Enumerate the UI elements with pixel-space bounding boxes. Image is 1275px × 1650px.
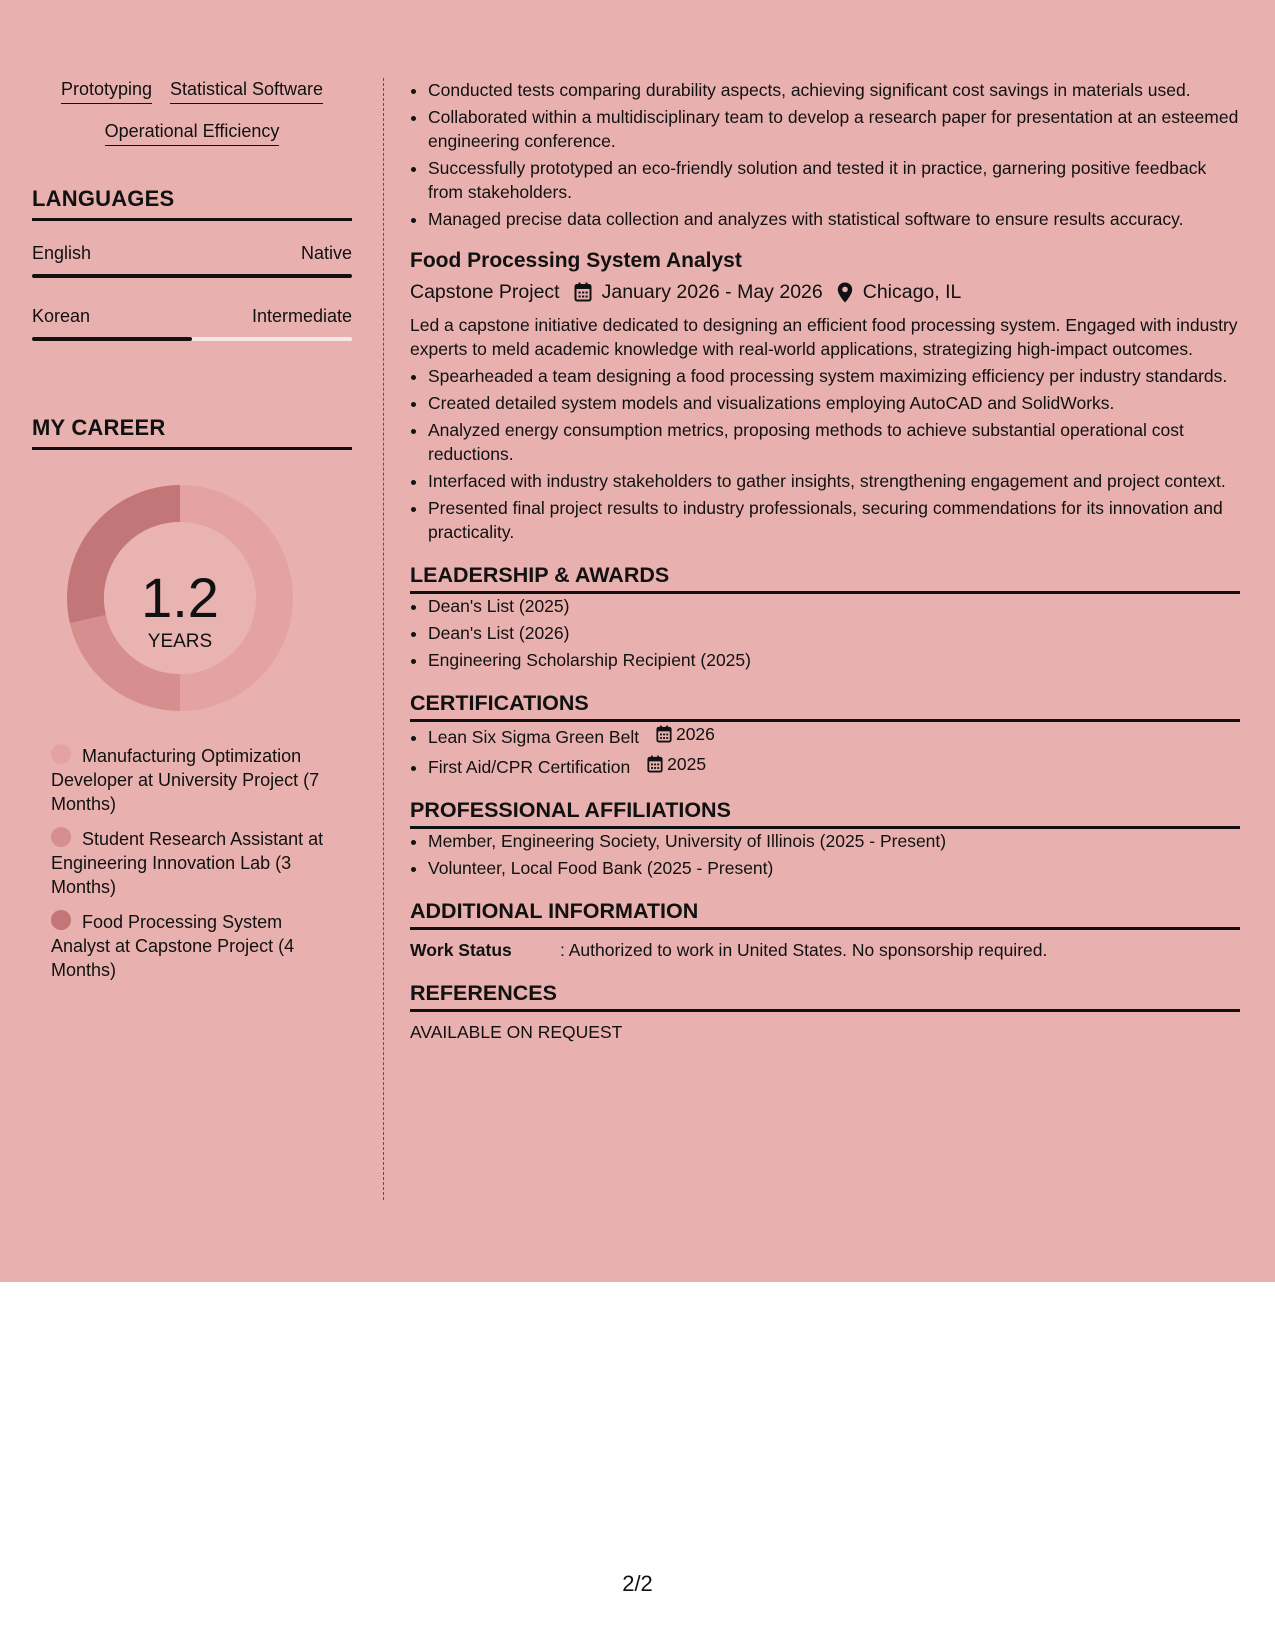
bullet-item: • Created detailed system models and visualizations employing AutoCAD and SolidWorks.	[428, 391, 1240, 415]
career-legend	[32, 744, 341, 982]
award-item: • Dean's List (2025)	[428, 594, 1240, 618]
bullet-item: • Interfaced with industry stakeholders to gather insights, strengthening engagement and project context.	[428, 469, 1240, 493]
language-name: English	[32, 243, 92, 263]
career-donut-chart	[32, 482, 352, 714]
language-bar-fill	[32, 337, 192, 341]
work-status-value: : Authorized to work in United States. No sponsorship required.	[560, 940, 1048, 960]
job-description: Led a capstone initiative dedicated to designing an efficient food processing system. Engaged with industry experts to meld academic knowledge with real-world applications, strategizing high-impact outcomes.	[410, 315, 1238, 359]
job-title: Food Processing System Analyst	[410, 249, 742, 272]
work-status-label: Work Status	[410, 940, 512, 960]
certification-year: 2025	[667, 754, 707, 774]
left-column	[32, 78, 352, 993]
language-name: Korean	[32, 306, 91, 326]
map-pin-icon	[837, 282, 853, 303]
bullet-item: • Collaborated within a multidisciplinary team to develop a research paper for presentation at an esteemed engineering conference.	[428, 105, 1240, 153]
bullet-item: • Analyzed energy consumption metrics, proposing methods to achieve substantial operational cost reductions.	[428, 418, 1240, 466]
job-meta	[410, 279, 1240, 305]
certifications-heading: CERTIFICATIONS	[410, 689, 1240, 722]
awards-heading: LEADERSHIP & AWARDS	[410, 561, 1240, 594]
legend-label: Student Research Assistant at Engineering Innovation Lab (3 Months)	[51, 829, 324, 897]
previous-job-bullets	[410, 78, 1240, 231]
bullet-item: • Managed precise data collection and analyzes with statistical software to ensure results accuracy.	[428, 207, 1240, 231]
award-item: • Engineering Scholarship Recipient (2025)	[428, 648, 1240, 672]
languages-heading: LANGUAGES	[32, 186, 352, 221]
calendar-icon	[647, 755, 667, 773]
affiliation-item: • Volunteer, Local Food Bank (2025 - Present)	[428, 856, 1240, 880]
skill-tag: Statistical Software	[170, 78, 323, 104]
calendar-icon	[656, 725, 676, 743]
certifications-list	[410, 722, 1240, 779]
legend-dot	[51, 827, 71, 847]
column-divider	[383, 78, 384, 1200]
career-heading: MY CAREER	[32, 415, 352, 450]
career-total-value: 1.2	[141, 566, 219, 629]
additional-info-heading: ADDITIONAL INFORMATION	[410, 897, 1240, 930]
certification-item	[428, 752, 1240, 779]
work-status-row	[410, 938, 1240, 962]
page-number: 2/2	[622, 1571, 653, 1596]
legend-dot	[51, 744, 71, 764]
skills-list	[32, 78, 352, 146]
language-bar-fill	[32, 274, 352, 278]
career-legend-item	[51, 744, 341, 816]
career-legend-item	[51, 827, 341, 899]
bullet-item: • Successfully prototyped an eco-friendly solution and tested it in practice, garnering positive feedback from stakeholders.	[428, 156, 1240, 204]
job-company: Capstone Project	[410, 281, 560, 303]
job-location: Chicago, IL	[862, 281, 962, 303]
job-dates: January 2026 - May 2026	[601, 281, 823, 303]
certification-name: First Aid/CPR Certification	[428, 757, 631, 777]
bullet-item: • Conducted tests comparing durability aspects, achieving significant cost savings in materials used.	[428, 78, 1240, 102]
awards-list	[410, 594, 1240, 672]
legend-label: Food Processing System Analyst at Capstone Project (4 Months)	[51, 912, 295, 980]
calendar-icon	[574, 282, 592, 302]
career-legend-item	[51, 910, 341, 982]
certification-year: 2026	[675, 724, 715, 744]
career-total-unit: YEARS	[147, 631, 213, 652]
language-item	[32, 306, 352, 341]
bullet-item: • Spearheaded a team designing a food processing system maximizing efficiency per industry standards.	[428, 364, 1240, 388]
affiliations-list	[410, 829, 1240, 880]
job-bullets	[410, 364, 1240, 544]
legend-label: Manufacturing Optimization Developer at University Project (7 Months)	[51, 746, 320, 814]
legend-dot	[51, 910, 71, 930]
language-bar	[32, 274, 352, 278]
language-level: Native	[300, 243, 352, 263]
language-bar	[32, 337, 352, 341]
award-item: • Dean's List (2026)	[428, 621, 1240, 645]
references-heading: REFERENCES	[410, 979, 1240, 1012]
affiliation-item: • Member, Engineering Society, University of Illinois (2025 - Present)	[428, 829, 1240, 853]
affiliations-heading: PROFESSIONAL AFFILIATIONS	[410, 796, 1240, 829]
language-item	[32, 243, 352, 278]
references-text: AVAILABLE ON REQUEST	[410, 1022, 623, 1042]
skill-tag: Prototyping	[61, 78, 152, 104]
bullet-item: • Presented final project results to industry professionals, securing commendations for its innovation and practicality.	[428, 496, 1240, 544]
certification-name: Lean Six Sigma Green Belt	[428, 727, 640, 747]
skill-tag: Operational Efficiency	[105, 120, 280, 146]
right-column	[410, 78, 1240, 1044]
certification-item	[428, 722, 1240, 749]
language-level: Intermediate	[251, 306, 352, 326]
